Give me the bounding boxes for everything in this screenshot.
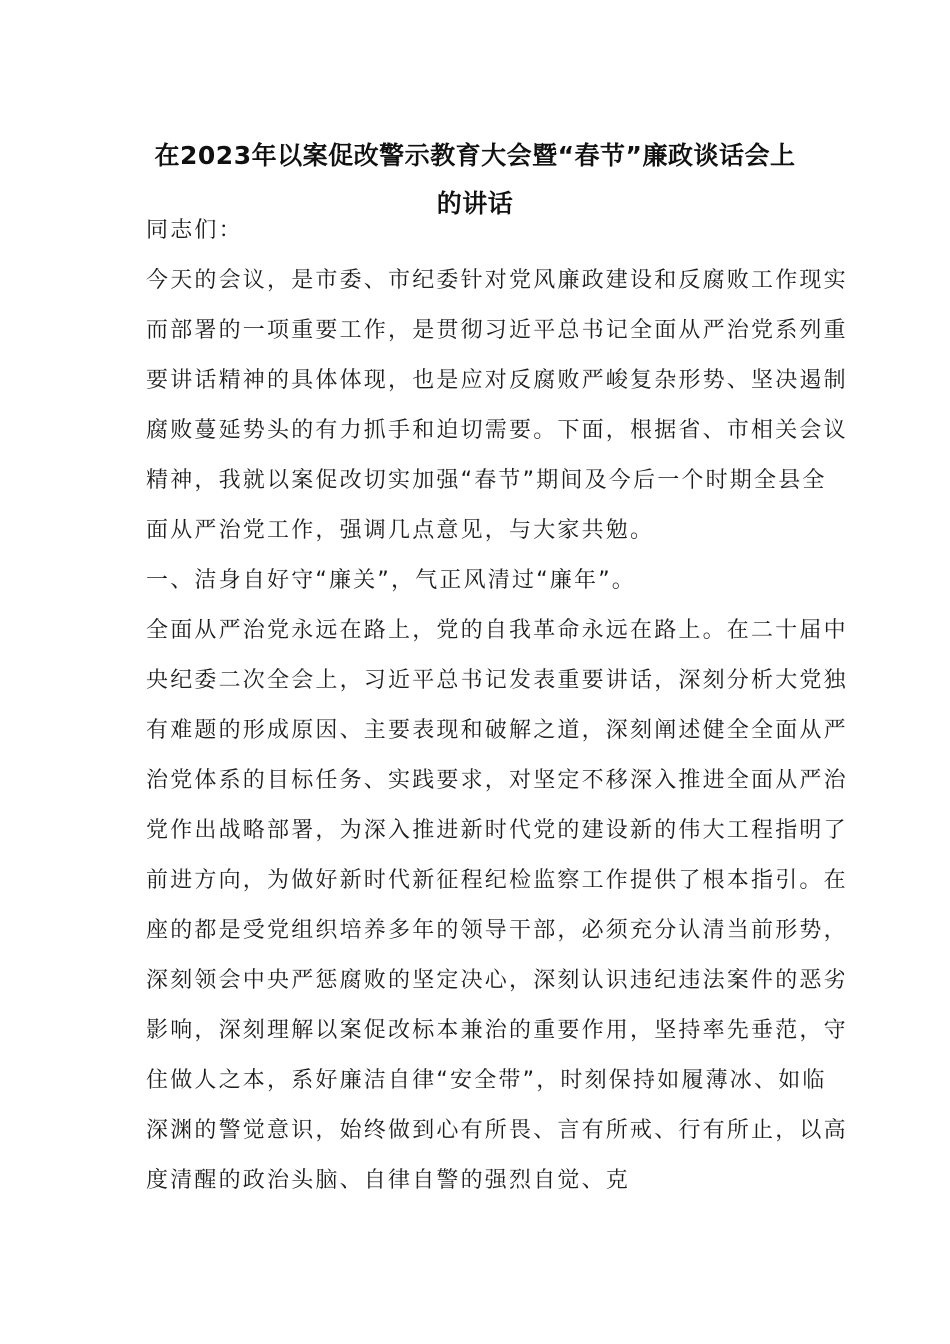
body-line: 深渊的警觉意识，始终做到心有所畏、言有所戒、行有所止，以高 <box>146 1118 848 1143</box>
body-line: 座的都是受党组织培养多年的领导干部，必须充分认清当前形势， <box>146 918 848 943</box>
body-line: 住做人之本，系好廉洁自律“安全带”，时刻保持如履薄冰、如临 <box>146 1068 827 1093</box>
body-line: 腐败蔓延势头的有力抓手和迫切需要。下面，根据省、市相关会议 <box>146 418 848 443</box>
salutation: 同志们： <box>146 218 243 243</box>
body-line: 央纪委二次全会上，习近平总书记发表重要讲话，深刻分析大党独 <box>146 668 848 693</box>
body-line: 影响，深刻理解以案促改标本兼治的重要作用，坚持率先垂范，守 <box>146 1018 848 1043</box>
body-line: 前进方向，为做好新时代新征程纪检监察工作提供了根本指引。在 <box>146 868 848 893</box>
document-title-line-1: 在2023年以案促改警示教育大会暨“春节”廉政谈话会上 <box>154 141 796 170</box>
body-line: 面从严治党工作，强调几点意见，与大家共勉。 <box>146 518 655 543</box>
body-line: 精神，我就以案促改切实加强“春节”期间及今后一个时期全县全 <box>146 468 827 493</box>
section-heading: 一、洁身自好守“廉关”，气正风清过“廉年”。 <box>146 568 636 593</box>
body-line: 治党体系的目标任务、实践要求，对坚定不移深入推进全面从严治 <box>146 768 848 793</box>
body-line: 而部署的一项重要工作，是贯彻习近平总书记全面从严治党系列重 <box>146 318 848 343</box>
body-line: 党作出战略部署，为深入推进新时代党的建设新的伟大工程指明了 <box>146 818 848 843</box>
document-title-line-2: 的讲话 <box>436 189 514 218</box>
body-line: 全面从严治党永远在路上，党的自我革命永远在路上。在二十届中 <box>146 618 848 643</box>
body-line: 深刻领会中央严惩腐败的坚定决心，深刻认识违纪违法案件的恶劣 <box>146 968 848 993</box>
body-line: 有难题的形成原因、主要表现和破解之道，深刻阐述健全全面从严 <box>146 718 848 743</box>
body-line: 今天的会议，是市委、市纪委针对党风廉政建设和反腐败工作现实 <box>146 268 848 293</box>
document-body <box>146 206 848 1206</box>
body-line: 要讲话精神的具体体现，也是应对反腐败严峻复杂形势、坚决遏制 <box>146 368 848 393</box>
body-line: 度清醒的政治头脑、自律自警的强烈自觉、克 <box>146 1168 631 1193</box>
